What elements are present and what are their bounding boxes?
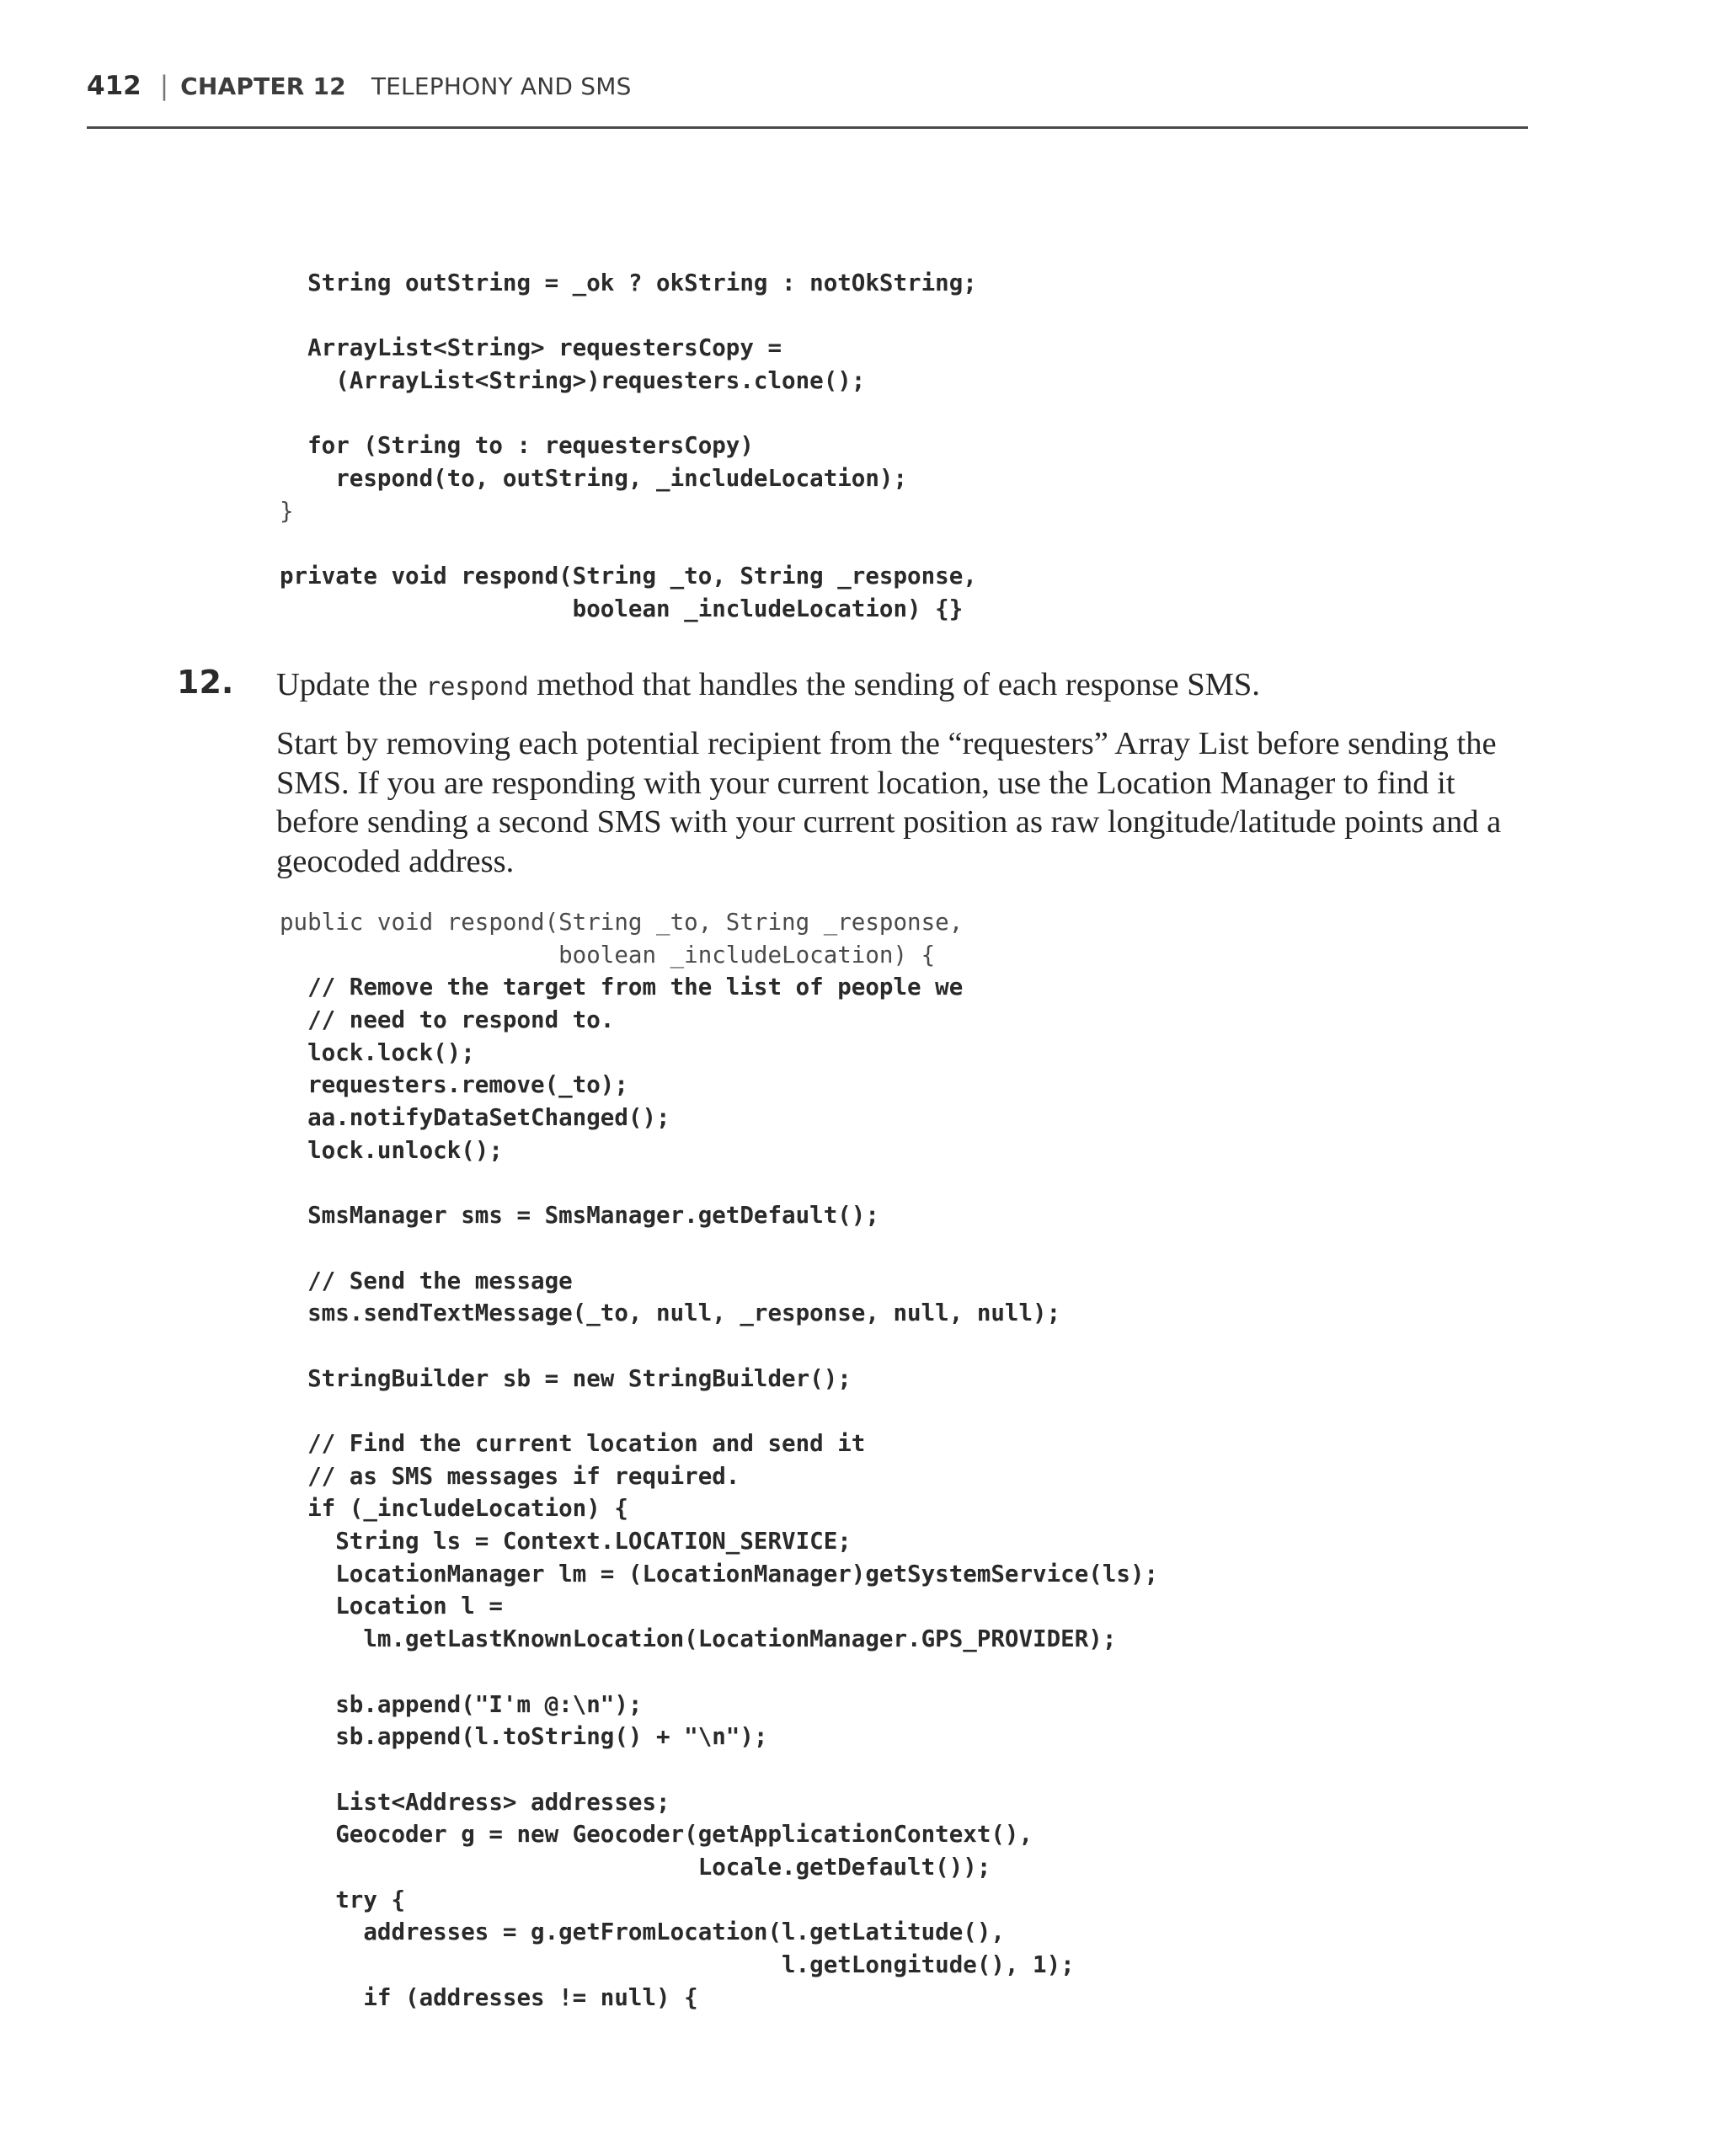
code-line: lock.unlock();: [280, 1136, 503, 1164]
code-line: for (String to : requestersCopy): [280, 432, 754, 460]
code-line: // Send the message: [280, 1267, 573, 1294]
header-rule: [87, 126, 1528, 129]
code-line: LocationManager lm = (LocationManager)getSystemService(ls);: [280, 1560, 1159, 1588]
header-separator: |: [159, 71, 169, 101]
code-line: (ArrayList<String>)requesters.clone();: [280, 367, 866, 395]
code-line: [280, 398, 977, 430]
code-line: boolean _includeLocation) {}: [280, 595, 964, 622]
step-instruction: [276, 665, 1523, 707]
code-line: // as SMS messages if required.: [280, 1462, 740, 1490]
code-line: lm.getLastKnownLocation(LocationManager.GPS_PROVIDER);: [280, 1625, 1117, 1653]
code-line: try {: [280, 1886, 406, 1913]
code-line: StringBuilder sb = new StringBuilder();: [280, 1364, 852, 1392]
step-instruction-text: Update the: [276, 667, 426, 702]
code-line: [280, 300, 977, 333]
code-line: [280, 1656, 1158, 1689]
running-header: [87, 66, 632, 106]
code-line: sb.append("I'm @:\n");: [280, 1690, 643, 1718]
code-line: if (addresses != null) {: [280, 1983, 698, 2011]
code-line: [280, 1232, 1158, 1265]
step-instruction-text: method that handles the sending of each response SMS.: [528, 667, 1260, 702]
inline-code-respond: respond: [425, 672, 529, 701]
page-number: 412: [87, 71, 142, 101]
code-line: [280, 1753, 1158, 1786]
code-line: [280, 1395, 1158, 1428]
code-line: String outString = _ok ? okString : notOkString;: [280, 270, 977, 296]
chapter-title: TELEPHONY AND SMS: [371, 72, 632, 100]
code-line: Locale.getDefault());: [280, 1853, 991, 1881]
code-line: List<Address> addresses;: [280, 1788, 670, 1816]
step-number: 12.: [177, 664, 234, 701]
code-line: Geocoder g = new Geocoder(getApplicationContext(),: [280, 1821, 1033, 1849]
step-body-paragraph: Start by removing each potential recipient from the “requesters” Array List before sending the SMS. If you are responding with your current location, use the Location Manager to find it before sending a second SMS with your current position as raw longitude/latitude points and a geocoded address.: [276, 726, 1502, 879]
code-line: boolean _includeLocation) {: [280, 941, 936, 969]
code-line: if (_includeLocation) {: [280, 1495, 628, 1523]
code-line: l.getLongitude(), 1);: [280, 1951, 1075, 1978]
code-line: // need to respond to.: [280, 1006, 615, 1034]
code-listing-respond-method: [280, 906, 1158, 2014]
code-line: // Find the current location and send it: [280, 1430, 866, 1457]
code-line: addresses = g.getFromLocation(l.getLatitude(),: [280, 1919, 1005, 1946]
code-listing-continuation: [280, 267, 977, 626]
code-line: }: [280, 497, 294, 525]
code-line: Location l =: [280, 1593, 503, 1620]
code-line: sb.append(l.toString() + "\n");: [280, 1723, 768, 1751]
code-line: respond(to, outString, _includeLocation);: [280, 465, 908, 493]
code-line: String ls = Context.LOCATION_SERVICE;: [280, 1528, 852, 1556]
code-line: requesters.remove(_to);: [280, 1071, 628, 1099]
code-line: private void respond(String _to, String _response,: [280, 563, 977, 590]
code-line: [280, 1167, 1158, 1200]
code-line: // Remove the target from the list of people we: [280, 974, 964, 1001]
chapter-label: CHAPTER 12: [180, 72, 346, 100]
code-line: lock.lock();: [280, 1038, 475, 1066]
code-line: [280, 528, 977, 561]
code-line: ArrayList<String> requestersCopy =: [280, 334, 782, 362]
code-line: sms.sendTextMessage(_to, null, _response, null, null);: [280, 1299, 1061, 1327]
code-line: public void respond(String _to, String _response,: [280, 909, 964, 936]
code-line: SmsManager sms = SmsManager.getDefault();: [280, 1202, 879, 1230]
code-line: aa.notifyDataSetChanged();: [280, 1104, 670, 1132]
code-line: [280, 1330, 1158, 1363]
